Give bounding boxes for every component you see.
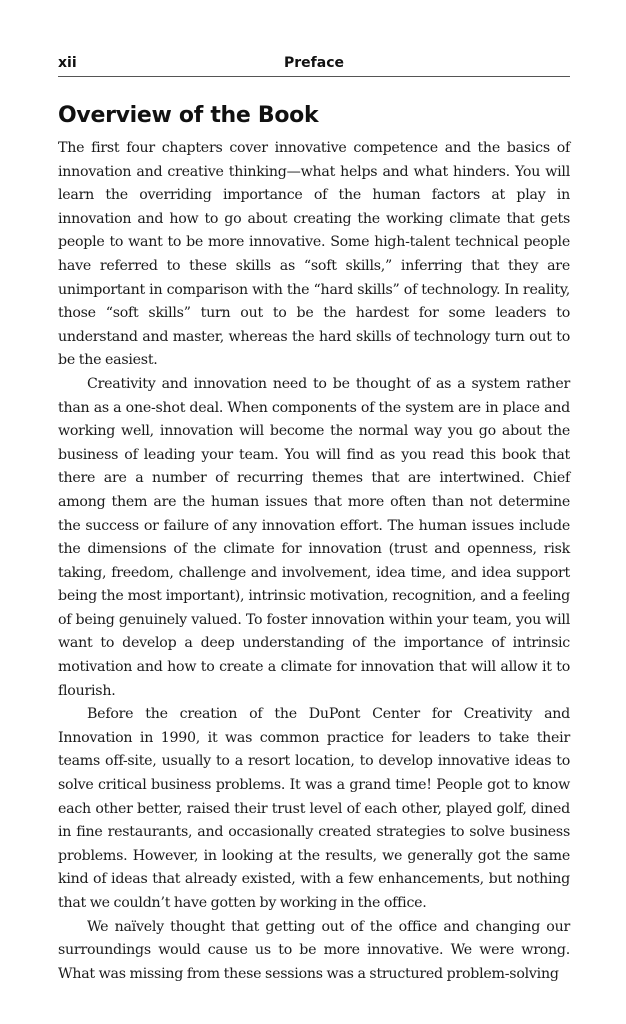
book-page: [58, 52, 570, 986]
section-heading: Overview of the Book: [58, 103, 319, 128]
paragraph-naive-thinking: We naïvely thought that getting out of the office and changing our surroundings would cause us to be more innovative. We were wrong. What was missing from these sessions was a structured problem-solving: [58, 918, 570, 982]
page-number: xii: [58, 55, 77, 71]
body-text: [58, 137, 570, 986]
paragraph-dupont-center: Before the creation of the DuPont Center for Creativity and Innovation in 1990, it was common practice for leaders to take their teams off-site, usually to a resort location, to develop innovative ideas to solve critical business problems. It was a grand time! People got to know each other better, raised their trust level of each other, played golf, dined in fine restaurants, and occasionally created strategies to solve business problems. However, in looking at the results, we generally got the same kind of ideas that already existed, with a few enhancements, but nothing that we couldn’t have gotten by working in the office.: [58, 706, 570, 911]
running-header: [58, 52, 570, 77]
running-title: Preface: [284, 55, 344, 71]
paragraph-system: Creativity and innovation need to be thought of as a system rather than as a one-shot deal. When components of the system are in place and working well, innovation will become the normal way you go about the business of leading your team. You will find as you read this book that there are a number of recurring themes that are intertwined. Chief among them are the human issues that more often than not determine the success or failure of any innovation effort. The human issues include the dimensions of the climate for innovation (trust and openness, risk taking, freedom, challenge and involvement, idea time, and idea support being the most important), intrinsic motivation, recognition, and a feeling of being genuinely valued. To foster innovation within your team, you will want to develop a deep understanding of the importance of intrinsic motivation and how to create a climate for innovation that will allow it to flourish.: [58, 375, 570, 699]
paragraph-overview: The first four chapters cover innovative competence and the basics of innovation and creative thinking—what helps and what hinders. You will learn the overriding importance of the human factors at play in innovation and how to go about creating the working climate that gets people to want to be more innovative. Some high-talent technical people have referred to these skills as “soft skills,” inferring that they are unimportant in comparison with the “hard skills” of technology. In reality, those “soft skills” turn out to be the hardest for some leaders to understand and master, whereas the hard skills of technology turn out to be the easiest.: [58, 140, 570, 369]
